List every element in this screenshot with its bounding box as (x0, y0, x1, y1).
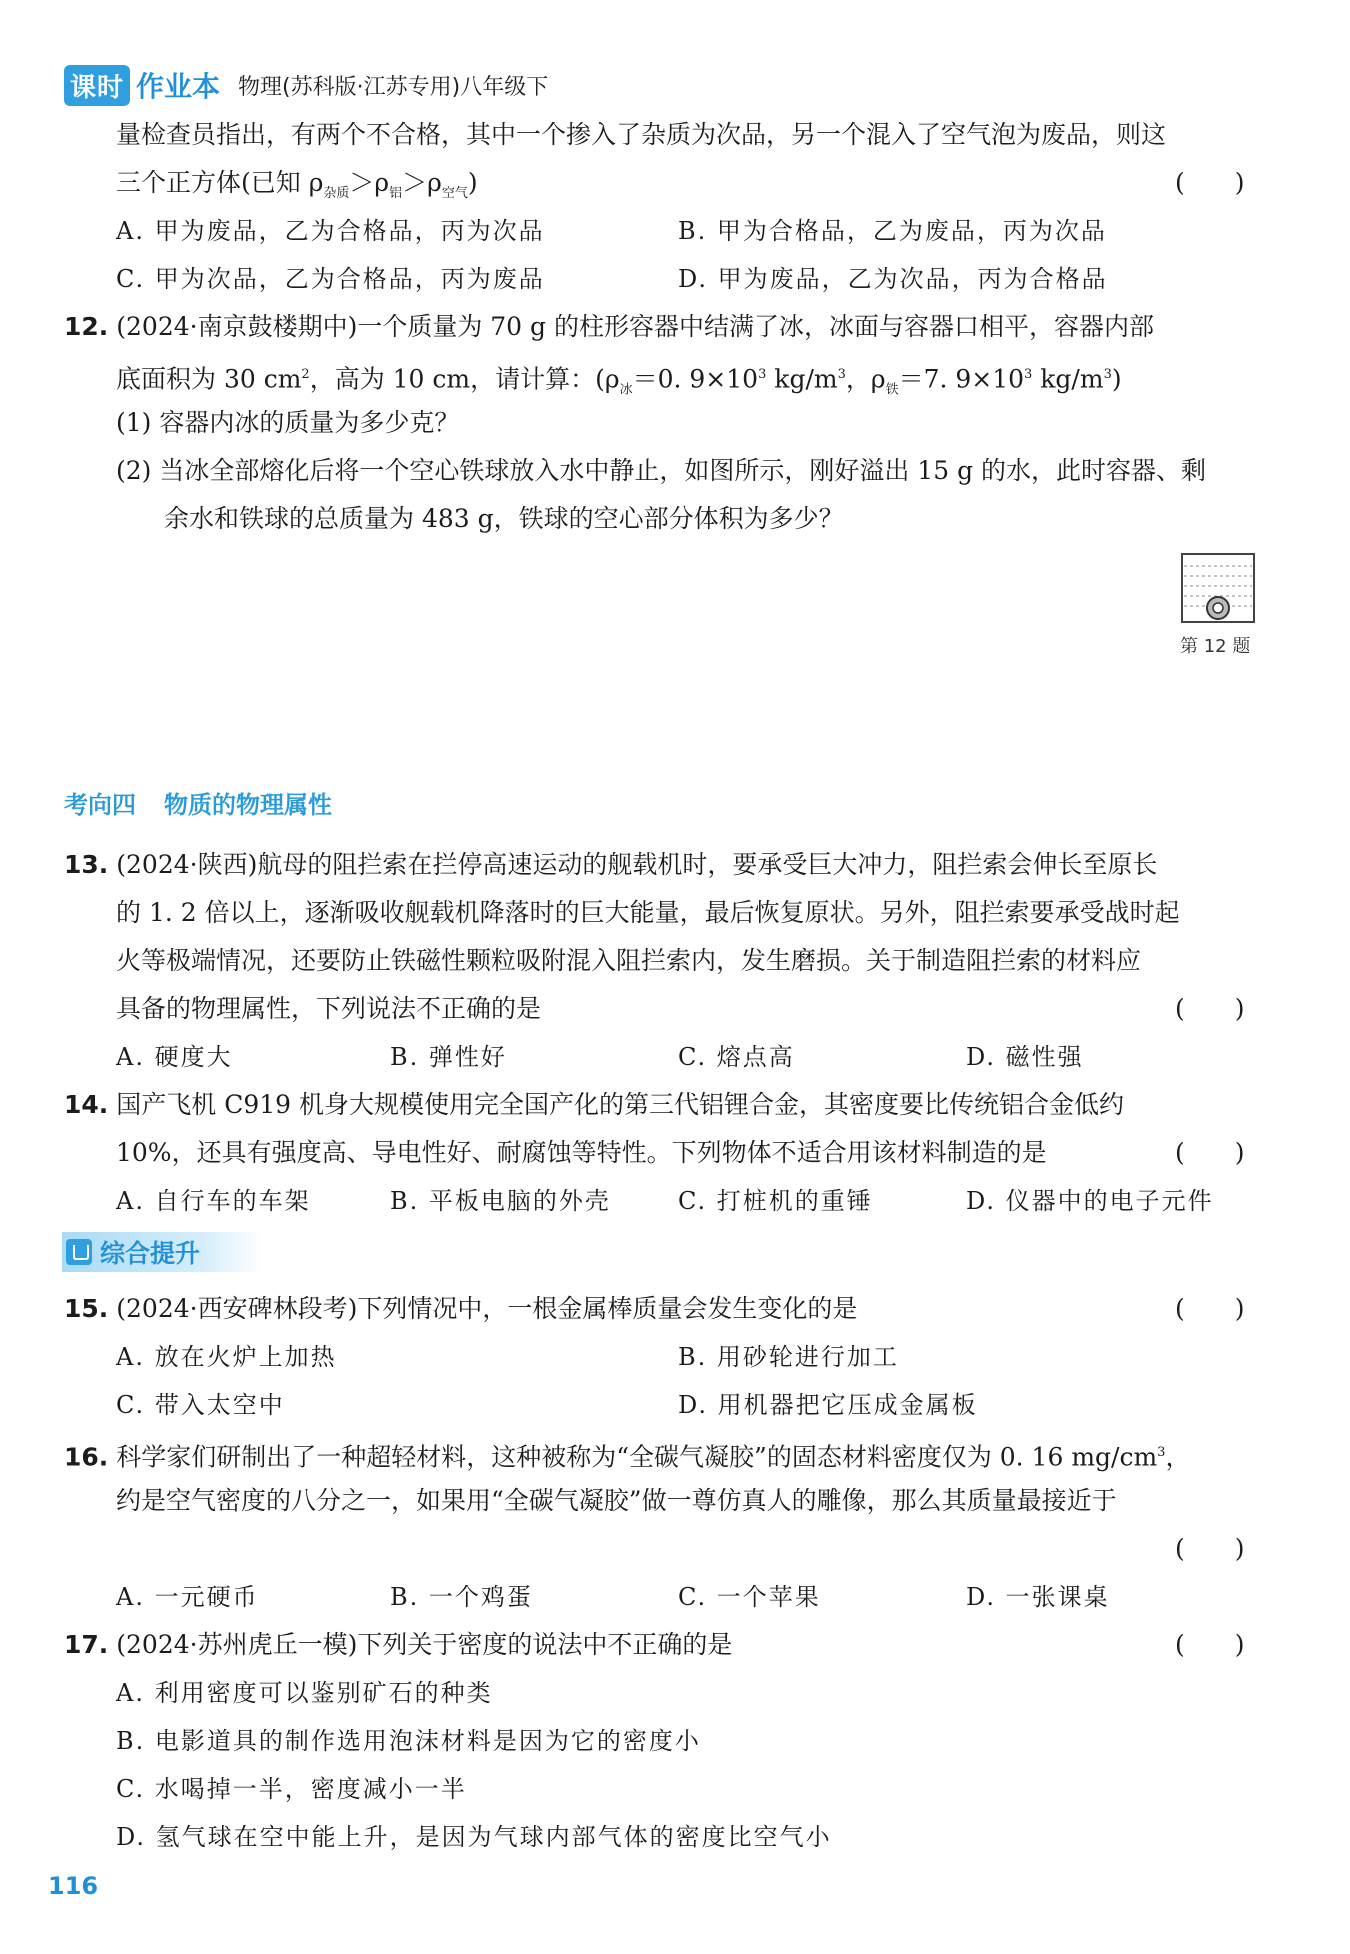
q16-option-a: A. 一元硬币 (116, 1583, 259, 1611)
logo-box: 课时 (64, 65, 130, 106)
logo-text: 作业本 (136, 70, 221, 103)
q16-answer-bracket: ( ) (1175, 1534, 1245, 1563)
q17-answer-bracket: ( ) (1175, 1630, 1245, 1659)
logo (64, 65, 220, 106)
q12-part2-line1: (2) 当冰全部熔化后将一个空心铁球放入水中静止，如图所示，刚好溢出 15 g 的水，此时容器、剩 (116, 456, 1207, 485)
q11-line1: 量检查员指出，有两个不合格，其中一个掺入了杂质为次品，另一个混入了空气泡为废品，则这 (116, 120, 1167, 149)
iron-ball-hollow (1213, 603, 1223, 613)
q15-answer-bracket: ( ) (1175, 1294, 1245, 1323)
figure-caption: 第 12 题 (1180, 636, 1251, 657)
q13-answer-bracket: ( ) (1175, 994, 1245, 1023)
thumbs-up-icon (66, 1239, 92, 1265)
q11-answer-bracket: ( ) (1175, 168, 1245, 197)
section-title: 物质的物理属性 (164, 791, 332, 819)
banner-title: 综合提升 (100, 1239, 201, 1268)
q13-line3: 火等极端情况，还要防止铁磁性颗粒吸附混入阻拦索内，发生磨损。关于制造阻拦索的材料应 (116, 946, 1142, 975)
q11-option-c: C. 甲为次品，乙为合格品，丙为废品 (116, 265, 545, 293)
container-figure (1180, 552, 1256, 624)
q14-line2: 10%，还具有强度高、导电性好、耐腐蚀等特性。下列物体不适合用该材料制造的是 (116, 1138, 1047, 1167)
q13-option-c: C. 熔点高 (678, 1043, 795, 1071)
q11-option-b: B. 甲为合格品，乙为废品，丙为次品 (678, 217, 1107, 245)
q11-option-a: A. 甲为废品，乙为合格品，丙为次品 (116, 217, 545, 245)
q14-answer-bracket: ( ) (1175, 1138, 1245, 1167)
q12-line1: 12. (2024·南京鼓楼期中)一个质量为 70 g 的柱形容器中结满了冰，冰面与容器口相平，容器内部 (64, 312, 1154, 341)
q15-option-b: B. 用砂轮进行加工 (678, 1343, 899, 1371)
q15-option-d: D. 用机器把它压成金属板 (678, 1391, 978, 1419)
q11-option-d: D. 甲为废品，乙为次品，丙为合格品 (678, 265, 1108, 293)
q12-line2: 底面积为 30 $cm^2$，高为 10 cm，请计算：($\rho_冰=0$. $9\times 10^3$ $kg/m^3$，$\rho_铁=7$. $9\times 10^3$ $kg/m^3$) (116, 364, 1122, 398)
q17-option-c: C. 水喝掉一半，密度减小一半 (116, 1775, 467, 1803)
q14-option-a: A. 自行车的车架 (116, 1187, 311, 1215)
q14-option-b: B. 平板电脑的外壳 (390, 1187, 611, 1215)
q16-line1: 16. 科学家们研制出了一种超轻材料，这种被称为“全碳气凝胶”的固态材料密度仅为 0. 16 $mg/cm^3$， (64, 1442, 1191, 1472)
q14-option-c: C. 打桩机的重锤 (678, 1187, 873, 1215)
q16-option-b: B. 一个鸡蛋 (390, 1583, 533, 1611)
q15-option-c: C. 带入太空中 (116, 1391, 285, 1419)
q11-line2: 三个正方体(已知 $\rho_{杂质}>\rho_铝>\rho_{空气}$) (116, 168, 478, 201)
q16-option-d: D. 一张课桌 (966, 1583, 1110, 1611)
q15-option-a: A. 放在火炉上加热 (116, 1343, 337, 1371)
q17-option-d: D. 氢气球在空中能上升，是因为气球内部气体的密度比空气小 (116, 1823, 832, 1851)
q17-line1: 17. (2024·苏州虎丘一模)下列关于密度的说法中不正确的是 (64, 1630, 733, 1659)
q13-line1: 13. (2024·陕西)航母的阻拦索在拦停高速运动的舰载机时，要承受巨大冲力，阻拦索会伸长至原长 (64, 850, 1158, 879)
section-label: 考向四 (64, 791, 136, 819)
q12-part2-line2: 余水和铁球的总质量为 483 g，铁球的空心部分体积为多少？ (164, 504, 844, 533)
q17-option-a: A. 利用密度可以鉴别矿石的种类 (116, 1679, 493, 1707)
q14-line1: 14. 国产飞机 C919 机身大规模使用完全国产化的第三代铝锂合金，其密度要比传统铝合金低约 (64, 1090, 1124, 1119)
q14-option-d: D. 仪器中的电子元件 (966, 1187, 1214, 1215)
q16-option-c: C. 一个苹果 (678, 1583, 821, 1611)
q13-line2: 的 1. 2 倍以上，逐渐吸收舰载机降落时的巨大能量，最后恢复原状。另外，阻拦索要承受战时起 (116, 898, 1180, 927)
section-banner (62, 1232, 262, 1272)
q16-line2: 约是空气密度的八分之一，如果用“全碳气凝胶”做一尊仿真人的雕像，那么其质量最接近于 (116, 1486, 1117, 1515)
section-heading (64, 785, 332, 820)
page-number: 116 (48, 1872, 99, 1900)
q12-part1: (1) 容器内冰的质量为多少克？ (116, 408, 460, 437)
header-subtitle: 物理(苏科版·江苏专用)八年级下 (238, 74, 549, 100)
q13-line4: 具备的物理属性，下列说法不正确的是 (116, 994, 542, 1023)
q13-option-a: A. 硬度大 (116, 1043, 233, 1071)
q17-option-b: B. 电影道具的制作选用泡沫材料是因为它的密度小 (116, 1727, 701, 1755)
q13-option-d: D. 磁性强 (966, 1043, 1084, 1071)
q13-option-b: B. 弹性好 (390, 1043, 507, 1071)
header (64, 66, 548, 104)
q15-line1: 15. (2024·西安碑林段考)下列情况中，一根金属棒质量会发生变化的是 (64, 1294, 858, 1323)
